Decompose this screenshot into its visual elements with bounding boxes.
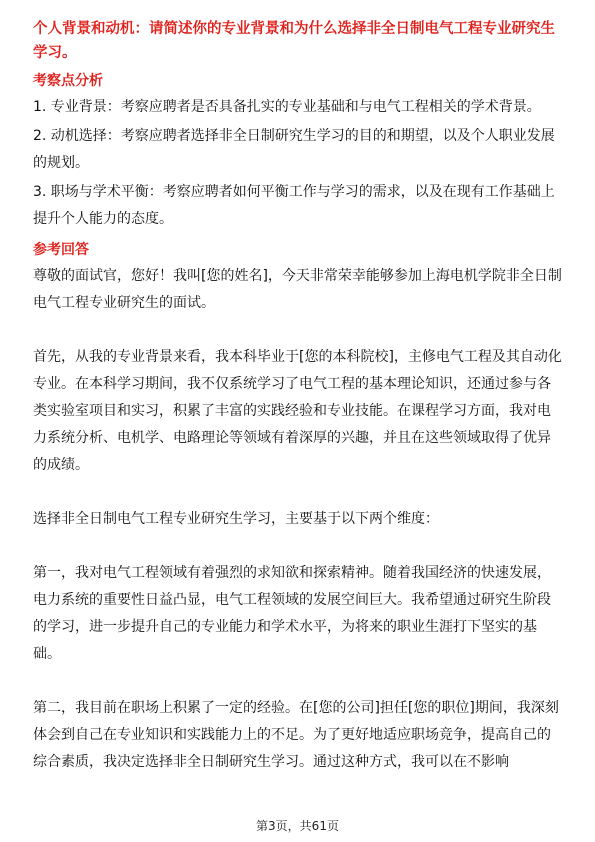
analysis-item-3: 3. 职场与学术平衡：考察应聘者如何平衡工作与学习的需求，以及在现有工作基础上提升个人能力的态度。 bbox=[33, 184, 555, 227]
page-number-footer: 第3页，共61页 bbox=[256, 819, 339, 833]
answer-title: 参考回答 bbox=[33, 242, 89, 258]
answer-paragraph-first-reason: 第一，我对电气工程领域有着强烈的求知欲和探索精神。随着我国经济的快速发展，电力系统的重要性日益凸显，电气工程领域的发展空间巨大。我希望通过研究生阶段的学习，进一步提升自己的专业能力和学术水平，为将来的职业生涯打下坚实的基础。 bbox=[33, 565, 551, 662]
document-page bbox=[33, 17, 563, 776]
answer-paragraph-background: 首先，从我的专业背景来看，我本科毕业于[您的本科院校]，主修电气工程及其自动化专业。在本科学习期间，我不仅系统学习了电气工程的基本理论知识，还通过参与各类实验室项目和实习，积累了丰富的实践经验和专业技能。在课程学习方面，我对电力系统分析、电机学、电路理论等领域有着深厚的兴趣，并且在这些领域取得了优异的成绩。 bbox=[33, 349, 562, 473]
analysis-item-2: 2. 动机选择：考察应聘者选择非全日制研究生学习的目的和期望，以及个人职业发展的规划。 bbox=[33, 128, 555, 171]
answer-paragraph-second-reason: 第二，我目前在职场上积累了一定的经验。在[您的公司]担任[您的职位]期间，我深刻体会到自己在专业知识和实践能力上的不足。为了更好地适应职场竞争，提高自己的综合素质，我决定选择非全日制研究生学习。通过这种方式，我可以在不影响 bbox=[33, 700, 559, 770]
answer-paragraph-greeting: 尊敬的面试官，您好！我叫[您的姓名]，今天非常荣幸能够参加上海电机学院非全日制电气工程专业研究生的面试。 bbox=[33, 268, 562, 311]
answer-paragraph-reasons-intro: 选择非全日制电气工程专业研究生学习，主要基于以下两个维度： bbox=[33, 511, 439, 527]
analysis-item-1: 1. 专业背景：考察应聘者是否具备扎实的专业基础和与电气工程相关的学术背景。 bbox=[33, 99, 541, 115]
analysis-title: 考察点分析 bbox=[33, 73, 103, 89]
question-heading: 个人背景和动机：请简述你的专业背景和为什么选择非全日制电气工程专业研究生学习。 bbox=[33, 21, 555, 61]
